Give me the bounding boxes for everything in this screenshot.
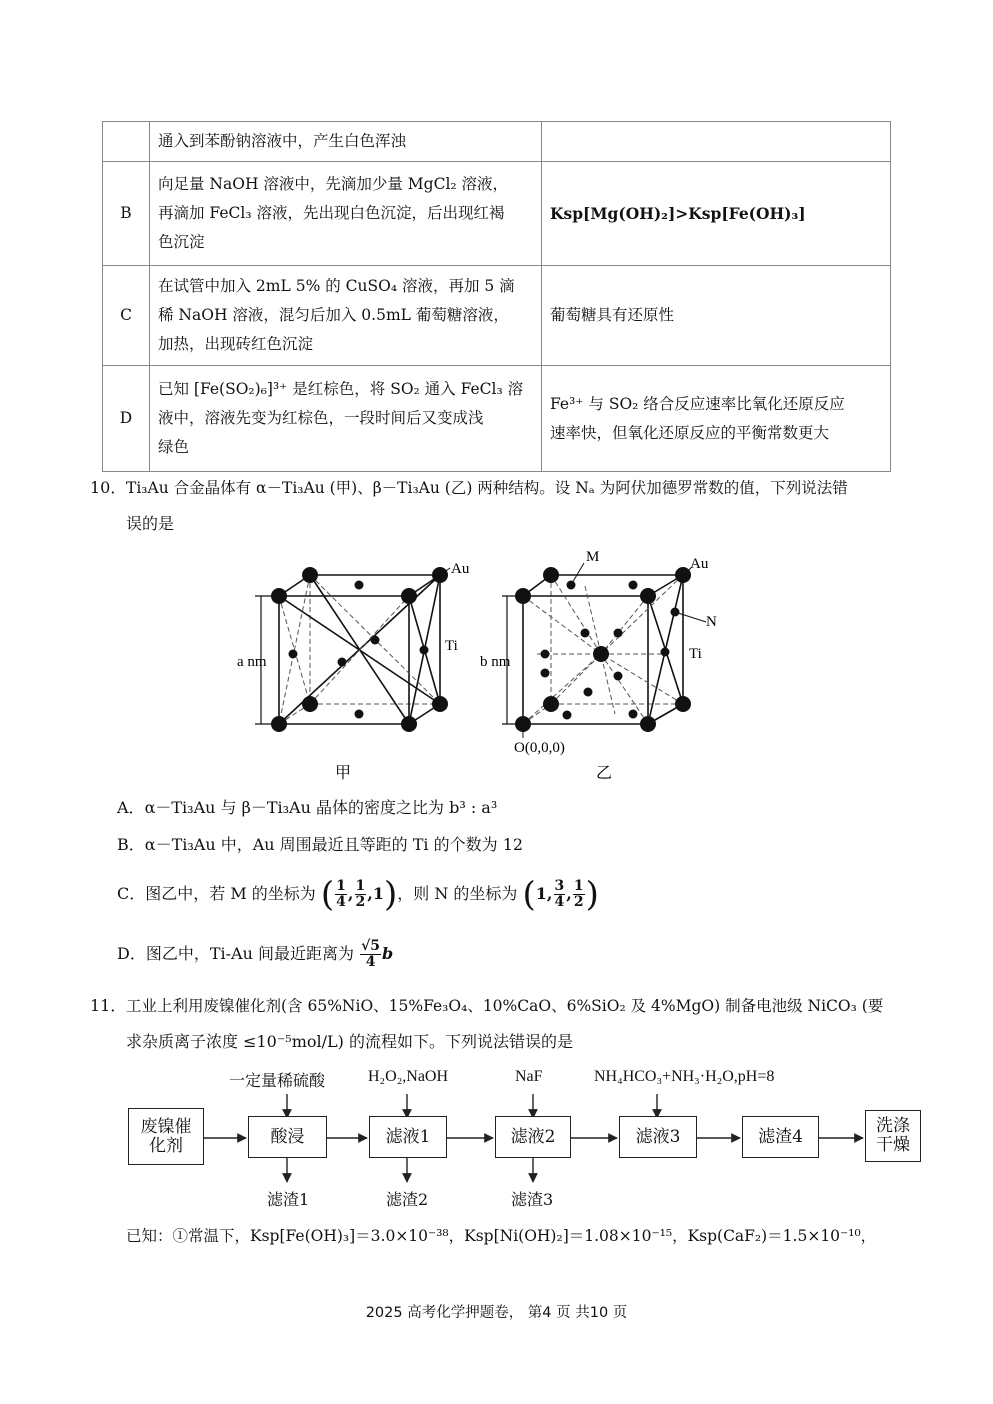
conclusion-cell	[542, 122, 891, 162]
operation-cell: 通入到苯酚钠溶液中，产生白色浑浊	[150, 122, 542, 162]
operation-cell	[150, 266, 542, 366]
option-c-text-2: ，则 N 的坐标为	[397, 884, 518, 903]
reagent-1: 一定量稀硫酸	[229, 1071, 326, 1090]
conclusion-cell: Ksp[Mg(OH)₂]>Ksp[Fe(OH)₃]	[542, 162, 891, 266]
residue-3: 滤渣3	[511, 1190, 554, 1209]
option-d-prefix: D．	[117, 944, 146, 963]
flow-box-acid-leach: 酸浸	[248, 1116, 327, 1158]
option-cell: D	[103, 366, 150, 472]
crystal-structure-figure	[215, 544, 805, 786]
reagent-3: NaF	[515, 1068, 543, 1085]
alpha-a-label: a nm	[237, 654, 267, 670]
flow-box-wash-dry: 洗涤 干燥	[865, 1110, 921, 1162]
option-b-text: α－Ti₃Au 中，Au 周围最近且等距的 Ti 的个数为 12	[144, 835, 524, 854]
option-d	[117, 932, 393, 976]
operation-line: 液中，溶液先变为红棕色，一段时间后又变成浅	[158, 409, 484, 427]
m-y-fraction: $\frac{1}{2}$	[355, 878, 366, 910]
operation-line: 加热，出现砖红色沉淀	[158, 335, 314, 353]
question-11-stem: 工业上利用废镍催化剂(含 65%NiO、15%Fe₃O₄、10%CaO、6%SiO₂ 及 4%MgO) 制备电池级 NiCO₃ (要	[126, 997, 884, 1015]
distance-fraction: $\frac{√5}{4}$	[361, 938, 381, 970]
option-cell: B	[103, 162, 150, 266]
option-c: C．图乙中，若 M 的坐标为 ( $\frac{1}{4}$ , $\frac{1}{2}$ ,1)，则 N 的坐标为 (1, $\frac{3}{4}$ , $\frac{1}{2}$ )	[117, 874, 599, 915]
question-10-stem-cont: 误的是	[126, 514, 175, 533]
option-c-text-1: 图乙中，若 M 的坐标为	[145, 884, 316, 903]
page-footer: 2025 高考化学押题卷， 第4 页 共10 页	[365, 1305, 628, 1321]
beta-n-label: N	[706, 614, 717, 630]
beta-ti-label: Ti	[689, 646, 702, 662]
alpha-caption: 甲	[335, 763, 352, 782]
operation-line: 向足量 NaOH 溶液中，先滴加少量 MgCl₂ 溶液，	[158, 175, 509, 193]
question-10-number: 10．	[90, 478, 127, 497]
beta-m-label: M	[586, 549, 600, 565]
table-row	[103, 162, 891, 266]
m-z: 1	[372, 884, 384, 903]
residue-2: 滤渣2	[386, 1190, 429, 1209]
conclusion-line: 速率快，但氧化还原反应的平衡常数更大	[550, 423, 830, 442]
reagent-2: H₂O₂,NaOH	[368, 1068, 449, 1085]
conclusion-cell: 葡萄糖具有还原性	[542, 266, 891, 366]
operation-cell	[150, 366, 542, 472]
n-y-fraction: $\frac{3}{4}$	[554, 878, 565, 910]
operation-line: 绿色	[158, 438, 190, 456]
option-d-tail: b	[382, 944, 394, 963]
conclusion-line: Fe³⁺ 与 SO₂ 络合反应速率比氧化还原反应	[550, 394, 845, 413]
option-b-prefix: B．	[117, 835, 145, 854]
flow-box-filtrate-2: 滤液2	[495, 1116, 571, 1158]
operation-cell	[150, 162, 542, 266]
m-x-fraction: $\frac{1}{4}$	[336, 878, 346, 910]
option-a-prefix: A．	[117, 798, 145, 817]
beta-au-label: Au	[690, 556, 709, 572]
option-a-text: α－Ti₃Au 与 β－Ti₃Au 晶体的密度之比为 b³ : a³	[144, 798, 498, 817]
residue-1: 滤渣1	[267, 1190, 310, 1209]
operation-line: 稀 NaOH 溶液，混匀后加入 0.5mL 葡萄糖溶液，	[158, 306, 509, 324]
table-row	[103, 122, 891, 162]
option-c-prefix: C．	[117, 884, 146, 903]
table-row	[103, 366, 891, 472]
alpha-ti-label: Ti	[445, 638, 458, 654]
flow-box-residue-4: 滤渣4	[742, 1116, 819, 1158]
alpha-au-label: Au	[451, 561, 470, 577]
table-row	[103, 266, 891, 366]
option-cell: C	[103, 266, 150, 366]
conclusion-cell	[542, 366, 891, 472]
option-d-text: 图乙中，Ti-Au 间最近距离为	[145, 944, 354, 963]
experiment-table	[102, 121, 891, 472]
question-10-stem: Ti₃Au 合金晶体有 α－Ti₃Au (甲)、β－Ti₃Au (乙) 两种结构。设 Nₐ 为阿伏加德罗常数的值，下列说法错	[126, 479, 848, 497]
operation-line: 色沉淀	[158, 233, 205, 251]
n-z-fraction: $\frac{1}{2}$	[573, 878, 584, 910]
flow-box-filtrate-3: 滤液3	[619, 1116, 697, 1158]
flow-box-raw-catalyst: 废镍催 化剂	[128, 1108, 204, 1165]
flow-box-filtrate-1: 滤液1	[369, 1116, 447, 1158]
question-11-stem-cont: 求杂质离子浓度 ≤10⁻⁵mol/L) 的流程如下。下列说法错误的是	[126, 1032, 573, 1051]
n-x: 1	[535, 884, 547, 903]
operation-line: 在试管中加入 2mL 5% 的 CuSO₄ 溶液，再加 5 滴	[158, 277, 515, 295]
question-11-number: 11．	[90, 996, 127, 1015]
option-a	[117, 798, 497, 818]
beta-caption: 乙	[596, 763, 613, 782]
beta-origin-label: O(0,0,0)	[514, 740, 565, 756]
known-conditions: 已知：①常温下，Ksp[Fe(OH)₃]＝3.0×10⁻³⁸，Ksp[Ni(OH)₂]＝1.08×10⁻¹⁵，Ksp(CaF₂)＝1.5×10⁻¹⁰，	[126, 1227, 877, 1245]
operation-line: 已知 [Fe(SO₂)₆]³⁺ 是红棕色，将 SO₂ 通入 FeCl₃ 溶	[158, 380, 524, 398]
option-cell	[103, 122, 150, 162]
beta-b-label: b nm	[480, 654, 511, 670]
option-b	[117, 835, 523, 855]
reagent-4: NH₄HCO₃+NH₃·H₂O,pH=8	[594, 1068, 775, 1085]
operation-line: 再滴加 FeCl₃ 溶液，先出现白色沉淀，后出现红褐	[158, 204, 505, 222]
